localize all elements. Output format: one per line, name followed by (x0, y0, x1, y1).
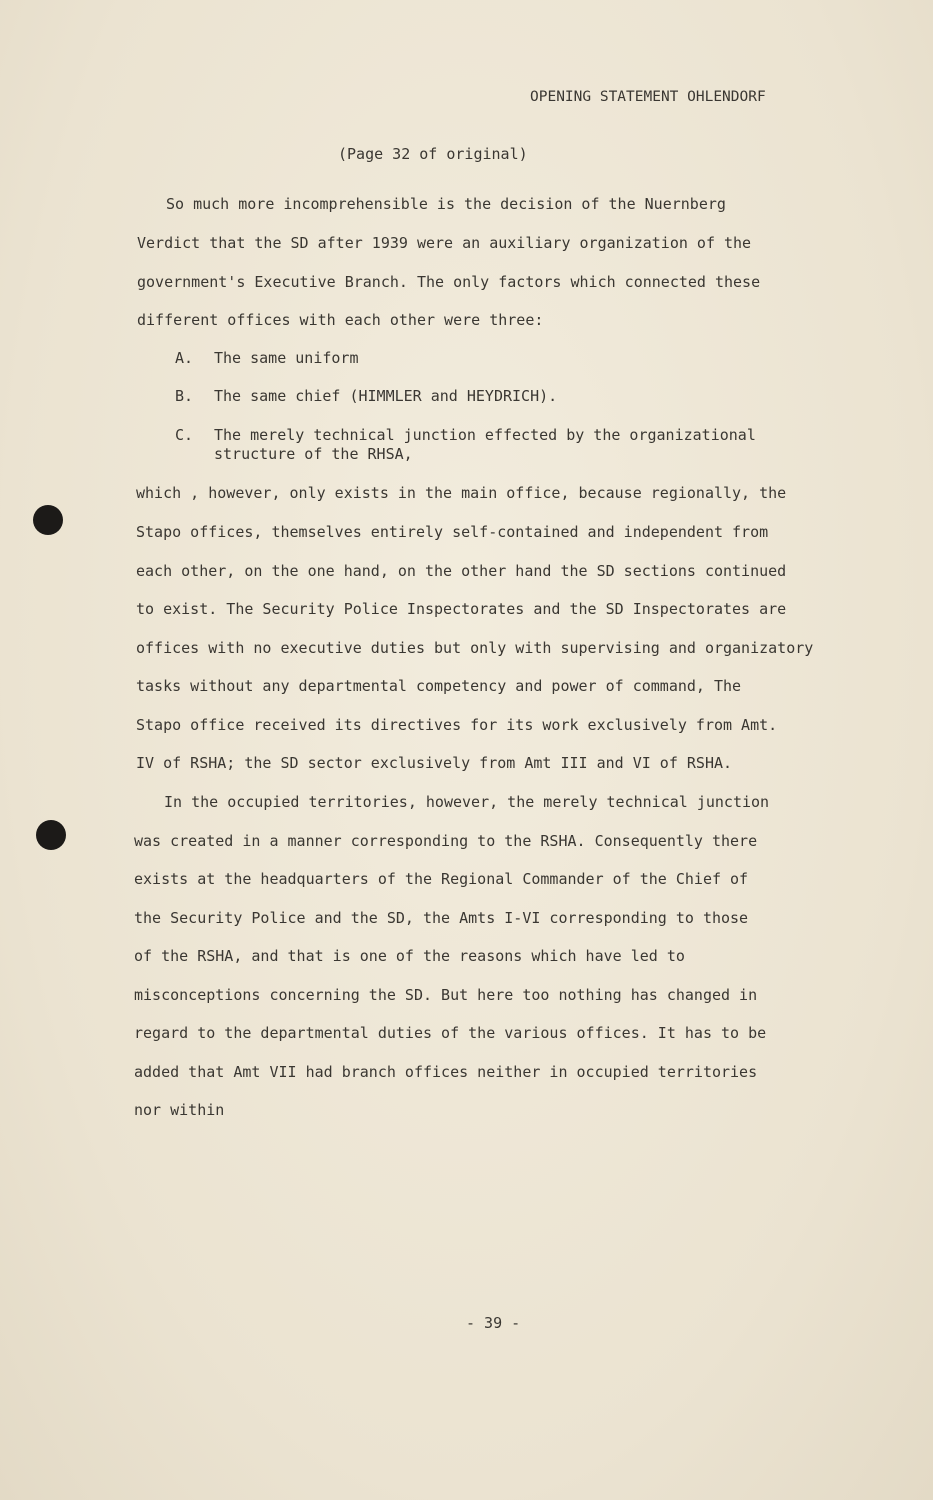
paragraph-1-line-2: Verdict that the SD after 1939 were an auxiliary organization of the (137, 234, 752, 252)
paragraph-1-line-1: So much more incomprehensible is the decision of the Nuernberg (166, 195, 726, 213)
list-item-c-text-2: structure of the RHSA, (214, 445, 413, 463)
list-item-b-text: The same chief (HIMMLER and HEYDRICH). (214, 387, 558, 405)
paragraph-1-line-4: different offices with each other were three: (137, 311, 544, 329)
punch-hole-lower (36, 820, 66, 850)
paragraph-1-line-3: government's Executive Branch. The only factors which connected these (137, 273, 761, 291)
paragraph-2-line-3: each other, on the one hand, on the other hand the SD sections continued (136, 562, 787, 580)
list-item-c-label: C. (175, 426, 194, 444)
paragraph-2-line-2: Stapo offices, themselves entirely self-contained and independent from (136, 523, 769, 541)
list-item-b-label: B. (175, 387, 194, 405)
list-item-c-text-1: The merely technical junction effected by the organizational (214, 426, 756, 444)
paragraph-3-line-6: misconceptions concerning the SD. But here too nothing has changed in (134, 986, 758, 1004)
paragraph-2-line-6: tasks without any departmental competency and power of command, The (136, 677, 742, 695)
page-number: - 39 - (466, 1314, 521, 1332)
paragraph-3-line-9: nor within (134, 1101, 225, 1119)
paragraph-3-line-5: of the RSHA, and that is one of the reasons which have led to (134, 947, 685, 965)
list-item-a-label: A. (175, 349, 194, 367)
document-title: OPENING STATEMENT OHLENDORF (530, 89, 766, 105)
paragraph-3-line-2: was created in a manner corresponding to the RSHA. Consequently there (134, 832, 758, 850)
paragraph-2-line-1: which , however, only exists in the main office, because regionally, the (136, 484, 787, 502)
page-reference: (Page 32 of original) (338, 145, 528, 163)
paragraph-2-line-4: to exist. The Security Police Inspectorates and the SD Inspectorates are (136, 600, 787, 618)
paragraph-3-line-4: the Security Police and the SD, the Amts I-VI corresponding to those (134, 909, 749, 927)
paragraph-3-line-3: exists at the headquarters of the Regional Commander of the Chief of (134, 870, 749, 888)
paragraph-2-line-5: offices with no executive duties but only with supervising and organizatory (136, 639, 814, 657)
list-item-a-text: The same uniform (214, 349, 359, 367)
punch-hole-upper (33, 505, 63, 535)
paragraph-3-line-1: In the occupied territories, however, the merely technical junction (164, 793, 770, 811)
paragraph-3-line-7: regard to the departmental duties of the various offices. It has to be (134, 1024, 767, 1042)
paragraph-3-line-8: added that Amt VII had branch offices neither in occupied territories (134, 1063, 758, 1081)
paragraph-2-line-8: IV of RSHA; the SD sector exclusively from Amt III and VI of RSHA. (136, 754, 733, 772)
paragraph-2-line-7: Stapo office received its directives for its work exclusively from Amt. (136, 716, 778, 734)
